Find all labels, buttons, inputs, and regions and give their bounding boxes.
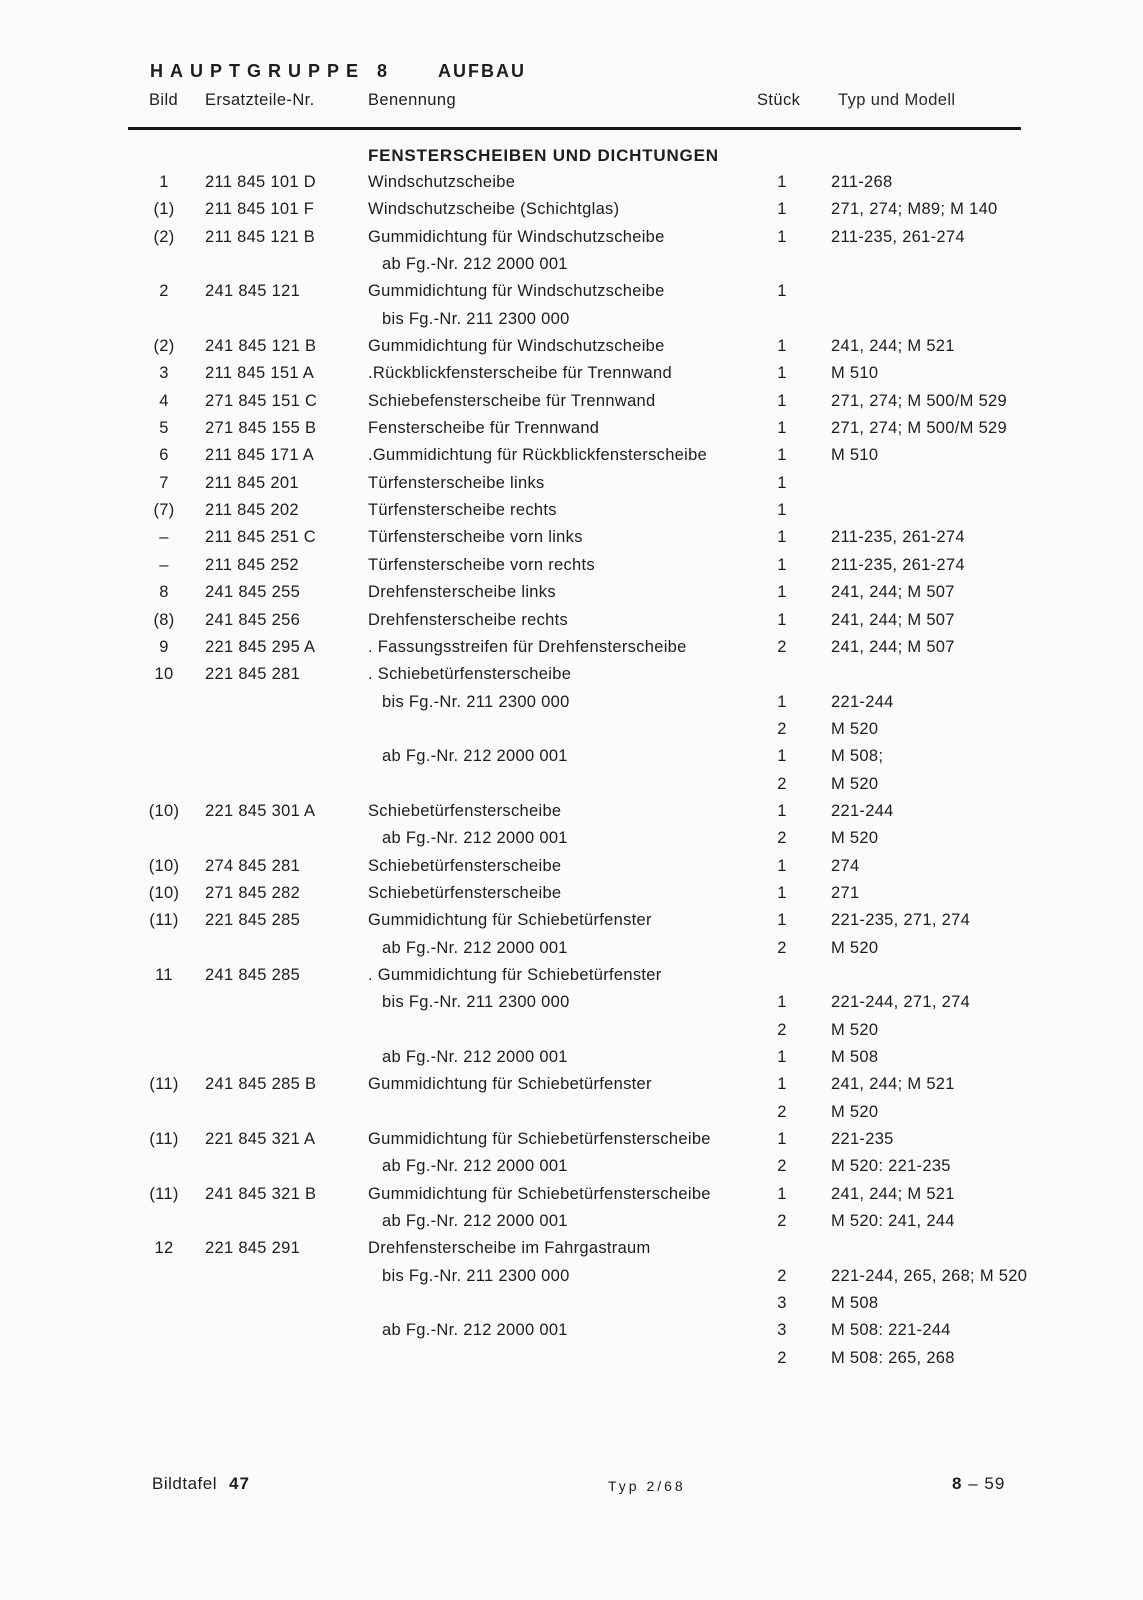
cell-stk: 1 <box>777 555 787 574</box>
cell-bild: 8 <box>159 583 169 602</box>
table-row <box>0 689 1143 716</box>
cell-ben: . Gummidichtung für Schiebetürfenster <box>368 965 662 984</box>
cell-ben: Fensterscheibe für Trennwand <box>368 419 600 438</box>
table-row <box>0 880 1143 907</box>
cell-nr <box>192 251 352 278</box>
table-row <box>0 1071 1143 1098</box>
cell-ben: .Gummidichtung für Rückblickfensterscheibe <box>368 446 708 465</box>
cell-stk: 1 <box>777 1130 787 1149</box>
cell-ben: ab Fg.-Nr. 212 2000 001 <box>382 829 568 848</box>
table-row <box>0 1290 1143 1317</box>
cell-nr: 211 845 252 <box>205 555 299 574</box>
cell-ben: Türfensterscheibe vorn rechts <box>368 555 595 574</box>
cell-nr: 241 845 121 <box>205 282 301 301</box>
cell-bild: – <box>159 555 169 574</box>
cell-stk: 1 <box>777 501 787 520</box>
table-row <box>0 497 1143 524</box>
cell-nr <box>192 1044 352 1071</box>
cell-bild: 4 <box>159 391 169 410</box>
cell-nr <box>192 1153 352 1180</box>
cell-bild: 10 <box>154 665 174 684</box>
cell-bild: (7) <box>153 501 175 520</box>
cell-bild: – <box>159 528 169 547</box>
cell-bild <box>136 1099 192 1126</box>
table-row <box>0 360 1143 387</box>
cell-typ <box>814 661 1143 688</box>
footer-type-edition: Typ 2/68 <box>608 1478 686 1494</box>
cell-typ: 211-235, 261-274 <box>831 528 965 547</box>
cell-nr: 241 845 121 B <box>205 337 317 356</box>
cell-bild: 5 <box>159 419 169 438</box>
column-header-typ-und-modell: Typ und Modell <box>838 91 956 109</box>
cell-ben: ab Fg.-Nr. 212 2000 001 <box>382 1048 568 1066</box>
cell-nr: 211 845 101 F <box>205 200 315 219</box>
cell-ben: Gummidichtung für Windschutzscheibe <box>368 337 665 356</box>
cell-bild <box>136 1017 192 1044</box>
cell-bild <box>136 1044 192 1071</box>
cell-typ: M 520 <box>831 1102 879 1121</box>
cell-stk: 2 <box>777 938 787 957</box>
footer-plate-number: 47 <box>228 1474 250 1493</box>
table-row <box>0 251 1143 278</box>
table-row <box>0 552 1143 579</box>
cell-bild: (11) <box>149 1184 179 1203</box>
cell-typ: 274 <box>831 856 860 875</box>
cell-bild: (10) <box>148 883 180 902</box>
cell-nr <box>192 989 352 1016</box>
cell-ben: Schiebefensterscheibe für Trennwand <box>368 391 656 410</box>
cell-nr: 241 845 285 B <box>205 1075 317 1094</box>
cell-typ: M 520 <box>831 774 879 793</box>
main-group-name: AUFBAU <box>438 61 526 81</box>
cell-stk: 1 <box>777 391 787 410</box>
table-row <box>0 661 1143 688</box>
cell-stk: 2 <box>777 1212 787 1231</box>
table-row <box>0 388 1143 415</box>
table-row <box>0 935 1143 962</box>
cell-nr: 241 845 285 <box>205 965 301 984</box>
table-row <box>0 442 1143 469</box>
cell-bild: 12 <box>154 1239 174 1258</box>
cell-bild <box>136 743 192 770</box>
table-row <box>0 196 1143 223</box>
cell-stk: 2 <box>777 1157 787 1176</box>
cell-stk: 1 <box>777 364 787 383</box>
cell-stk <box>750 251 814 278</box>
cell-bild <box>136 1290 192 1317</box>
cell-stk <box>750 962 814 989</box>
cell-bild: (1) <box>153 200 175 219</box>
cell-stk: 2 <box>777 774 787 793</box>
cell-ben <box>352 1099 750 1126</box>
cell-ben <box>352 1345 750 1372</box>
cell-nr <box>192 1345 352 1372</box>
table-row <box>0 524 1143 551</box>
cell-typ: 211-235, 261-274 <box>831 227 965 246</box>
cell-typ: 221-244 <box>831 692 894 711</box>
cell-nr <box>192 1017 352 1044</box>
cell-stk: 2 <box>777 1102 787 1121</box>
cell-typ: M 510 <box>831 446 879 465</box>
cell-bild <box>136 306 192 333</box>
table-row <box>0 579 1143 606</box>
cell-typ: 241, 244; M 507 <box>831 610 955 629</box>
table-row <box>0 1317 1143 1344</box>
cell-stk <box>750 661 814 688</box>
cell-nr <box>192 689 352 716</box>
cell-ben: Drehfensterscheibe im Fahrgastraum <box>368 1239 651 1258</box>
cell-stk: 2 <box>777 1266 787 1285</box>
cell-bild: 1 <box>159 173 169 191</box>
cell-ben: Drehfensterscheibe links <box>368 583 556 602</box>
cell-bild: 6 <box>159 446 169 465</box>
table-row <box>0 1153 1143 1180</box>
cell-bild: 7 <box>159 473 169 492</box>
cell-typ: M 520 <box>831 938 879 957</box>
section-title: FENSTERSCHEIBEN UND DICHTUNGEN <box>368 146 719 165</box>
cell-ben: ab Fg.-Nr. 212 2000 001 <box>382 1212 568 1231</box>
cell-typ: 241, 244; M 521 <box>831 1184 955 1203</box>
cell-ben: Gummidichtung für Schiebetürfenster <box>368 911 652 930</box>
cell-bild <box>136 1153 192 1180</box>
cell-bild <box>136 1345 192 1372</box>
cell-typ: 241, 244; M 521 <box>831 337 955 356</box>
cell-typ <box>814 306 1143 333</box>
column-header-benennung: Benennung <box>368 91 457 109</box>
cell-typ <box>814 470 1143 497</box>
cell-nr: 271 845 282 <box>205 883 301 902</box>
cell-ben: Windschutzscheibe (Schichtglas) <box>368 200 620 219</box>
footer-page-group: 8 <box>952 1474 963 1493</box>
header-rule <box>128 127 1021 130</box>
cell-nr: 211 845 101 D <box>205 173 316 191</box>
cell-bild <box>136 1208 192 1235</box>
cell-bild: 11 <box>155 965 173 984</box>
table-row <box>0 962 1143 989</box>
cell-typ: M 508 <box>831 1048 879 1066</box>
table-row <box>0 771 1143 798</box>
cell-stk: 3 <box>777 1321 787 1340</box>
cell-ben <box>352 771 750 798</box>
cell-typ: M 508: 221-244 <box>831 1321 951 1340</box>
cell-typ: 241, 244; M 521 <box>831 1075 955 1094</box>
cell-nr: 211 845 251 C <box>205 528 316 547</box>
cell-stk: 1 <box>777 993 787 1012</box>
cell-nr: 221 845 295 A <box>205 637 316 656</box>
cell-ben: Gummidichtung für Windschutzscheibe <box>368 282 665 301</box>
cell-stk: 1 <box>777 747 787 766</box>
cell-nr <box>192 1263 352 1290</box>
cell-bild <box>136 771 192 798</box>
table-row <box>0 743 1143 770</box>
cell-bild: 3 <box>159 364 169 383</box>
footer-plate-label: Bildtafel <box>152 1474 217 1493</box>
cell-nr <box>192 771 352 798</box>
cell-stk: 1 <box>777 911 787 930</box>
cell-nr <box>192 306 352 333</box>
cell-ben: Gummidichtung für Schiebetürfenster <box>368 1075 652 1094</box>
cell-typ <box>814 962 1143 989</box>
cell-ben: Gummidichtung für Windschutzscheibe <box>368 227 665 246</box>
cell-ben: ab Fg.-Nr. 212 2000 001 <box>382 1157 568 1176</box>
cell-nr: 274 845 281 <box>205 856 301 875</box>
cell-bild <box>136 989 192 1016</box>
table-row <box>0 470 1143 497</box>
footer-page-number <box>952 1474 1005 1494</box>
cell-typ: M 520: 241, 244 <box>831 1212 955 1231</box>
cell-ben: Türfensterscheibe vorn links <box>368 528 583 547</box>
cell-bild: (2) <box>153 337 175 356</box>
cell-bild <box>136 716 192 743</box>
table-row <box>0 1044 1143 1071</box>
table-row <box>0 1208 1143 1235</box>
cell-stk: 1 <box>777 337 787 356</box>
cell-typ: 221-244, 271, 274 <box>831 993 971 1012</box>
cell-bild <box>136 1263 192 1290</box>
table-row <box>0 1345 1143 1372</box>
cell-ben <box>352 1017 750 1044</box>
table-row <box>0 716 1143 743</box>
table-row <box>0 1017 1143 1044</box>
cell-typ: M 520: 221-235 <box>831 1157 951 1176</box>
cell-typ: 271, 274; M 500/M 529 <box>831 391 1007 410</box>
cell-nr: 241 845 256 <box>205 610 301 629</box>
cell-bild: (11) <box>149 911 179 930</box>
cell-typ <box>814 251 1143 278</box>
cell-stk <box>750 1235 814 1262</box>
cell-ben: Schiebetürfensterscheibe <box>368 883 562 902</box>
cell-stk: 1 <box>777 883 787 902</box>
cell-stk: 1 <box>777 173 787 191</box>
cell-nr <box>192 716 352 743</box>
cell-ben: . Schiebetürfensterscheibe <box>368 665 572 684</box>
cell-nr: 211 845 202 <box>205 501 299 520</box>
cell-typ: 221-244, 265, 268; M 520 <box>831 1266 1028 1285</box>
cell-bild: (11) <box>149 1075 179 1094</box>
cell-nr: 221 845 291 <box>205 1239 301 1258</box>
cell-typ: 241, 244; M 507 <box>831 583 955 602</box>
cell-nr: 211 845 171 A <box>205 446 315 465</box>
cell-ben: . Fassungsstreifen für Drehfensterscheibe <box>368 637 687 656</box>
cell-nr: 221 845 285 <box>205 911 301 930</box>
footer-plate <box>152 1474 250 1494</box>
cell-typ: M 520 <box>831 829 879 848</box>
cell-typ: 221-244 <box>831 801 894 820</box>
parts-table <box>0 169 1143 1372</box>
cell-nr: 211 845 201 <box>205 473 299 492</box>
cell-nr <box>192 1099 352 1126</box>
table-row <box>0 825 1143 852</box>
cell-ben: ab Fg.-Nr. 212 2000 001 <box>382 747 568 766</box>
cell-nr: 221 845 321 A <box>205 1130 316 1149</box>
cell-ben: bis Fg.-Nr. 211 2300 000 <box>382 993 570 1012</box>
cell-nr: 211 845 121 B <box>205 227 316 246</box>
table-row <box>0 224 1143 251</box>
cell-typ: 241, 244; M 507 <box>831 637 955 656</box>
cell-ben: Windschutzscheibe <box>368 173 516 191</box>
cell-bild: 9 <box>159 637 169 656</box>
cell-typ: 211-268 <box>831 173 893 191</box>
cell-bild: (2) <box>153 227 175 246</box>
cell-bild: (11) <box>149 1130 179 1149</box>
cell-ben: Drehfensterscheibe rechts <box>368 610 569 629</box>
cell-ben: ab Fg.-Nr. 212 2000 001 <box>382 938 568 957</box>
cell-nr: 221 845 281 <box>205 665 301 684</box>
column-header-stueck: Stück <box>757 91 801 109</box>
table-row <box>0 333 1143 360</box>
cell-typ: M 508: 265, 268 <box>831 1348 955 1367</box>
cell-ben <box>352 716 750 743</box>
cell-typ: 271, 274; M 500/M 529 <box>831 419 1007 438</box>
cell-bild <box>136 689 192 716</box>
cell-nr: 241 845 255 <box>205 583 301 602</box>
cell-stk: 1 <box>777 610 787 629</box>
table-row <box>0 853 1143 880</box>
cell-typ: M 510 <box>831 364 879 383</box>
cell-ben: Gummidichtung für Schiebetürfensterscheibe <box>368 1130 711 1149</box>
table-row <box>0 907 1143 934</box>
cell-ben: bis Fg.-Nr. 211 2300 000 <box>382 309 570 328</box>
cell-ben: ab Fg.-Nr. 212 2000 001 <box>382 255 568 274</box>
cell-ben: .Rückblickfensterscheibe für Trennwand <box>368 364 672 383</box>
cell-ben: ab Fg.-Nr. 212 2000 001 <box>382 1321 568 1340</box>
cell-stk: 1 <box>777 692 787 711</box>
cell-bild: (10) <box>148 801 180 820</box>
cell-stk: 1 <box>777 1048 787 1066</box>
table-row <box>0 798 1143 825</box>
cell-stk: 2 <box>777 1020 787 1039</box>
cell-typ: M 508 <box>831 1294 879 1313</box>
cell-typ <box>814 278 1143 305</box>
cell-ben: Schiebetürfensterscheibe <box>368 801 562 820</box>
table-row <box>0 634 1143 661</box>
column-header-ersatzteile-nr: Ersatzteile-Nr. <box>205 91 315 109</box>
cell-typ: 271, 274; M89; M 140 <box>831 200 998 219</box>
table-row <box>0 169 1143 196</box>
cell-ben: Türfensterscheibe rechts <box>368 501 557 520</box>
cell-typ: 221-235 <box>831 1130 894 1149</box>
table-row <box>0 306 1143 333</box>
cell-stk: 1 <box>777 528 787 547</box>
cell-stk: 1 <box>777 282 787 301</box>
cell-nr <box>192 743 352 770</box>
cell-stk: 2 <box>777 829 787 848</box>
cell-stk: 1 <box>777 583 787 602</box>
cell-ben: Schiebetürfensterscheibe <box>368 856 562 875</box>
cell-typ: 211-235, 261-274 <box>831 555 965 574</box>
table-row <box>0 1126 1143 1153</box>
cell-stk: 1 <box>777 419 787 438</box>
cell-stk: 2 <box>777 1348 787 1367</box>
cell-stk: 1 <box>777 473 787 492</box>
cell-typ <box>814 1235 1143 1262</box>
cell-ben: bis Fg.-Nr. 211 2300 000 <box>382 1266 570 1285</box>
cell-bild <box>136 1317 192 1344</box>
cell-nr: 241 845 321 B <box>205 1184 317 1203</box>
table-row <box>0 607 1143 634</box>
cell-bild <box>136 825 192 852</box>
cell-stk: 1 <box>777 446 787 465</box>
table-row <box>0 1181 1143 1208</box>
cell-nr <box>192 1290 352 1317</box>
cell-typ: 221-235, 271, 274 <box>831 911 971 930</box>
table-row <box>0 278 1143 305</box>
table-row <box>0 415 1143 442</box>
cell-stk <box>750 306 814 333</box>
cell-typ <box>814 497 1143 524</box>
cell-nr: 221 845 301 A <box>205 801 316 820</box>
cell-stk: 3 <box>777 1294 787 1313</box>
cell-stk: 1 <box>777 1184 787 1203</box>
cell-stk: 1 <box>777 856 787 875</box>
cell-stk: 2 <box>777 637 787 656</box>
cell-stk: 1 <box>777 801 787 820</box>
column-header-bild: Bild <box>149 91 179 109</box>
cell-bild: 2 <box>159 282 169 301</box>
cell-nr: 271 845 151 C <box>205 391 318 410</box>
cell-nr <box>192 1317 352 1344</box>
cell-bild: (10) <box>148 856 180 875</box>
cell-ben: Türfensterscheibe links <box>368 473 545 492</box>
footer-page-rest: – 59 <box>968 1474 1006 1493</box>
cell-typ: M 508; <box>831 747 884 766</box>
cell-ben <box>352 1290 750 1317</box>
cell-nr <box>192 825 352 852</box>
cell-bild: (8) <box>153 610 175 629</box>
cell-bild <box>136 935 192 962</box>
cell-stk: 1 <box>777 227 787 246</box>
cell-stk: 2 <box>777 719 787 738</box>
table-row <box>0 1099 1143 1126</box>
cell-ben: Gummidichtung für Schiebetürfensterscheibe <box>368 1184 711 1203</box>
cell-ben: bis Fg.-Nr. 211 2300 000 <box>382 692 570 711</box>
cell-stk: 1 <box>777 1075 787 1094</box>
cell-stk: 1 <box>777 200 787 219</box>
cell-bild <box>136 251 192 278</box>
main-group-label: HAUPTGRUPPE 8 <box>150 61 395 81</box>
table-row <box>0 1235 1143 1262</box>
table-row <box>0 1263 1143 1290</box>
cell-nr <box>192 935 352 962</box>
table-row <box>0 989 1143 1016</box>
cell-nr <box>192 1208 352 1235</box>
cell-typ: M 520 <box>831 719 879 738</box>
cell-nr: 211 845 151 A <box>205 364 315 383</box>
cell-typ: 271 <box>831 883 860 902</box>
cell-typ: M 520 <box>831 1020 879 1039</box>
cell-nr: 271 845 155 B <box>205 419 317 438</box>
